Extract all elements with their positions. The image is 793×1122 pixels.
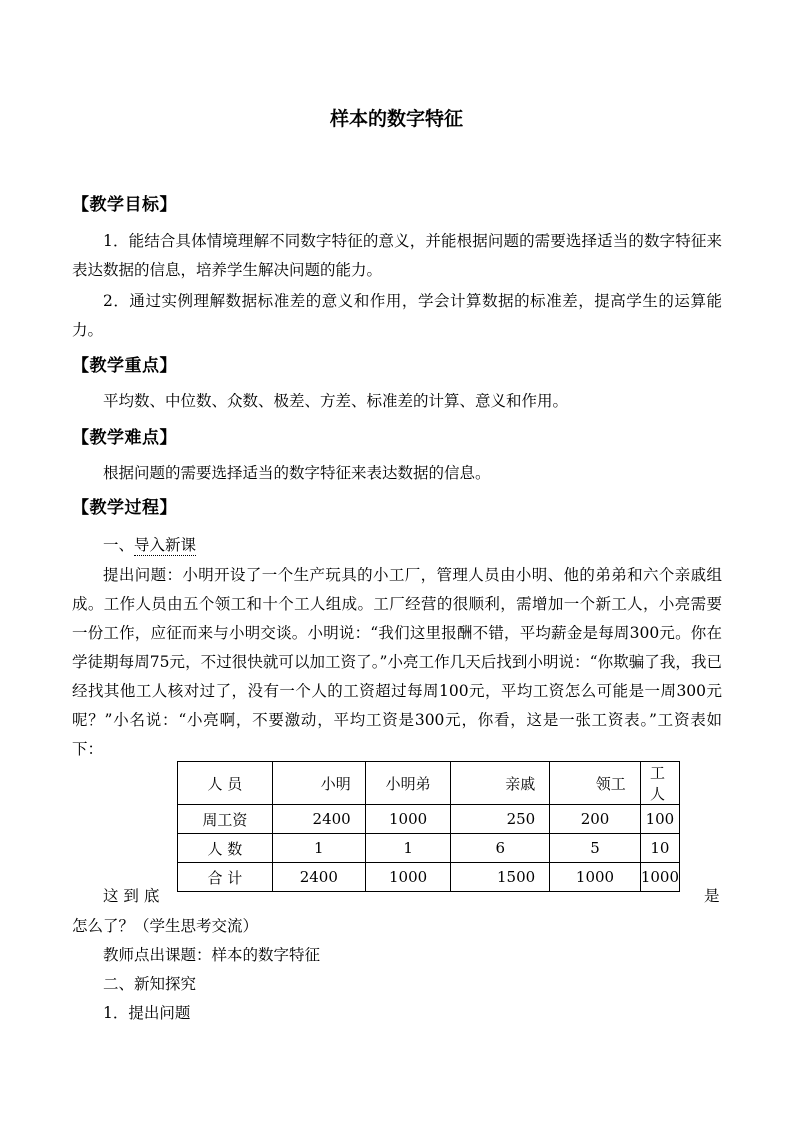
table-cell: 1500 [451,863,550,892]
table-row [178,762,680,805]
table-cell: 1 [272,834,365,863]
table-header-cell: 小明弟 [365,762,451,805]
table-cell: 1000 [365,805,451,834]
table-row [178,863,680,892]
heading-difficulty: 【教学难点】 [72,428,177,448]
goal-item-2: 2．通过实例理解数据标准差的意义和作用，学会计算数据的标准差，提高学生的运算能力。 [72,292,722,339]
table-cell: 2400 [272,805,365,834]
question-line-right: 是 [704,887,720,905]
table-cell: 100 [640,805,679,834]
table-cell: 250 [451,805,550,834]
subsection-intro-title: 导入新课 [134,536,197,554]
intro-story: 提出问题：小明开设了一个生产玩具的小工厂，管理人员由小明、他的弟弟和六个亲戚组成。工作人员由五个领工和十个工人组成。工厂经营的很顺利，需增加一个新工人，小亮需要一份工作，应征而来与小明交谈。小明说：“我们这里报酬不错，平均薪金是每周300元。你在学徒期每周75元，不过很快就可以加工资了。”小亮工作几天后找到小明说：“你欺骗了我，我已经找其他工人核对过了，没有一个人的工资超过每周100元，平均工资怎么可能是一周300元呢？”小名说：“小亮啊，不要激动，平均工资是300元，你看，这是一张工资表。”工资表如下： [72,566,722,758]
table-cell: 6 [451,834,550,863]
difficulty-text: 根据问题的需要选择适当的数字特征来表达数据的信息。 [103,464,491,482]
table-header-cell: 亲戚 [451,762,550,805]
table-cell: 1 [365,834,451,863]
table-cell: 200 [550,805,641,834]
question-continuation: 怎么了？（学生思考交流） [72,917,259,935]
subsection-intro [103,531,196,560]
table-cell: 1000 [365,863,451,892]
table-header-cell: 人 员 [178,762,273,805]
table-cell: 1000 [640,863,679,892]
heading-key-points: 【教学重点】 [72,356,177,376]
table-row [178,805,680,834]
table-header-cell: 工人 [640,762,679,805]
table-cell: 1000 [550,863,641,892]
teacher-topic: 教师点出课题：样本的数字特征 [103,946,321,964]
table-header-cell: 领工 [550,762,641,805]
goal-item-1: 1．能结合具体情境理解不同数字特征的意义，并能根据问题的需要选择适当的数字特征来表达数据的信息，培养学生解决问题的能力。 [72,232,722,279]
table-header-cell: 小明 [272,762,365,805]
subsection-intro-prefix: 一、 [103,536,135,554]
table-cell: 10 [640,834,679,863]
table-cell: 合 计 [178,863,273,892]
heading-process: 【教学过程】 [72,498,177,518]
question-line-left: 这 到 底 [103,887,160,905]
table-cell: 2400 [272,863,365,892]
subsection-new-knowledge: 二、新知探究 [103,975,197,993]
page-title: 样本的数字特征 [329,108,463,130]
table-cell: 人 数 [178,834,273,863]
key-points-text: 平均数、中位数、众数、极差、方差、标准差的计算、意义和作用。 [103,392,569,410]
wage-table [177,761,680,892]
table-cell: 5 [550,834,641,863]
heading-goals: 【教学目标】 [72,195,177,215]
table-row [178,834,680,863]
new-knowledge-item-1: 1．提出问题 [103,1004,191,1022]
table-cell: 周工资 [178,805,273,834]
